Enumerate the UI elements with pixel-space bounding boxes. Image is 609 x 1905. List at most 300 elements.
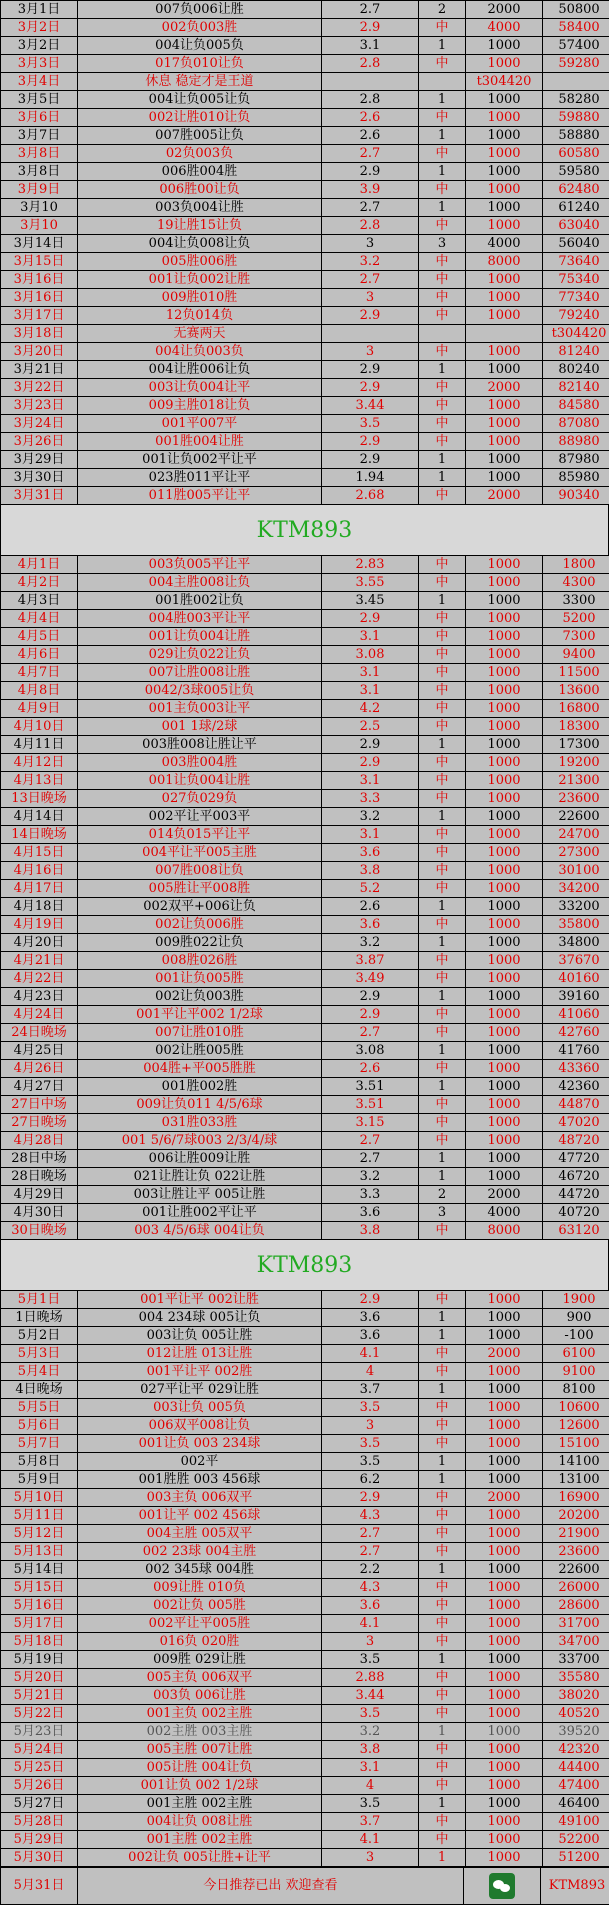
date-cell: 5月7日 (1, 1435, 78, 1453)
result-cell: 中 (419, 415, 466, 433)
stake-cell: 1000 (466, 808, 543, 826)
balance-cell: 22600 (543, 808, 609, 826)
result-cell: 中 (419, 862, 466, 880)
date-cell: 4月2日 (1, 574, 78, 592)
balance-cell: 87980 (543, 451, 609, 469)
odds-cell: 3.3 (322, 1186, 419, 1204)
stake-cell: 1000 (466, 1849, 543, 1867)
pick-cell: 003让负 005负 (78, 1399, 322, 1417)
pick-cell: 004主胜 005双平 (78, 1525, 322, 1543)
date-cell: 5月4日 (1, 1363, 78, 1381)
pick-cell: 012让胜 013让胜 (78, 1345, 322, 1363)
balance-cell: 58400 (543, 19, 609, 37)
odds-cell: 2.9 (322, 379, 419, 397)
pick-cell: 021让胜让负 022让胜 (78, 1168, 322, 1186)
stake-cell: 1000 (466, 1651, 543, 1669)
odds-cell: 3.6 (322, 1309, 419, 1327)
date-cell: 4月13日 (1, 772, 78, 790)
result-cell: 中 (419, 217, 466, 235)
result-cell: 中 (419, 952, 466, 970)
balance-cell: 6100 (543, 1345, 609, 1363)
odds-cell: 2.6 (322, 127, 419, 145)
balance-cell: 46400 (543, 1795, 609, 1813)
stake-cell: 1000 (466, 1327, 543, 1345)
pick-cell: 001让负004让胜 (78, 628, 322, 646)
odds-cell: 3.5 (322, 1435, 419, 1453)
section-header-may (0, 1240, 609, 1290)
pick-cell: 006让胜009让胜 (78, 1150, 322, 1168)
date-cell: 5月24日 (1, 1741, 78, 1759)
balance-cell: 1800 (543, 556, 609, 574)
stake-cell: 1000 (466, 1759, 543, 1777)
date-cell: 5月18日 (1, 1633, 78, 1651)
odds-cell: 3.51 (322, 1078, 419, 1096)
balance-cell: 21300 (543, 772, 609, 790)
stake-cell: 1000 (466, 145, 543, 163)
date-cell: 4月19日 (1, 916, 78, 934)
result-cell: 中 (419, 1813, 466, 1831)
pick-cell: 002让负003胜 (78, 988, 322, 1006)
stake-cell: 1000 (466, 754, 543, 772)
result-cell: 中 (419, 271, 466, 289)
table-row (1, 1795, 609, 1813)
stake-cell: 2000 (466, 487, 543, 505)
odds-cell: 2.9 (322, 610, 419, 628)
odds-cell: 3.08 (322, 646, 419, 664)
result-cell: 中 (419, 664, 466, 682)
table-row (1, 682, 609, 700)
stake-cell: 1000 (466, 1543, 543, 1561)
table-row (1, 1114, 609, 1132)
table-row (1, 181, 609, 199)
pick-cell: 001让负 002 1/2球 (78, 1777, 322, 1795)
pick-cell: 004平让平005主胜 (78, 844, 322, 862)
stake-cell: 4000 (466, 235, 543, 253)
pick-cell: 005胜006胜 (78, 253, 322, 271)
balance-cell: 40520 (543, 1705, 609, 1723)
date-cell: 4月17日 (1, 880, 78, 898)
pick-cell: 009胜 029让胜 (78, 1651, 322, 1669)
balance-cell: 35580 (543, 1669, 609, 1687)
stake-cell: 1000 (466, 1723, 543, 1741)
pick-cell: 006胜00让负 (78, 181, 322, 199)
table-row (1, 664, 609, 682)
odds-cell: 3.87 (322, 952, 419, 970)
result-cell: 中 (419, 1399, 466, 1417)
stake-cell: 1000 (466, 1579, 543, 1597)
result-cell: 1 (419, 808, 466, 826)
pick-cell: 001平让平 002让胜 (78, 1291, 322, 1309)
table-row (1, 325, 609, 343)
pick-cell: 002负003胜 (78, 19, 322, 37)
table-row (1, 271, 609, 289)
odds-cell: 3.7 (322, 1813, 419, 1831)
result-cell: 1 (419, 1453, 466, 1471)
balance-cell: 7300 (543, 628, 609, 646)
odds-cell: 2.9 (322, 163, 419, 181)
result-cell: 中 (419, 772, 466, 790)
odds-cell: 2.68 (322, 487, 419, 505)
date-cell: 5月3日 (1, 1345, 78, 1363)
balance-cell: 58880 (543, 127, 609, 145)
balance-cell: 37670 (543, 952, 609, 970)
stake-cell: 1000 (466, 1042, 543, 1060)
balance-cell: 87080 (543, 415, 609, 433)
balance-cell: 21900 (543, 1525, 609, 1543)
stake-cell: 1000 (466, 1813, 543, 1831)
date-cell: 1日晚场 (1, 1309, 78, 1327)
odds-cell: 3.44 (322, 1687, 419, 1705)
date-cell: 5月9日 (1, 1471, 78, 1489)
table-row (1, 1060, 609, 1078)
date-cell: 3月21日 (1, 361, 78, 379)
result-cell: 中 (419, 628, 466, 646)
result-cell: 3 (419, 1204, 466, 1222)
table-row (1, 970, 609, 988)
table-row (1, 736, 609, 754)
balance-cell: 50800 (543, 1, 609, 19)
stake-cell: 1000 (466, 1399, 543, 1417)
table-row (1, 127, 609, 145)
balance-cell: 13600 (543, 682, 609, 700)
pick-cell: 008胜026胜 (78, 952, 322, 970)
pick-cell: 007让胜010胜 (78, 1024, 322, 1042)
odds-cell: 3.5 (322, 415, 419, 433)
march-table (0, 0, 609, 505)
balance-cell: 1900 (543, 1291, 609, 1309)
table-row (1, 718, 609, 736)
result-cell: 中 (419, 253, 466, 271)
pick-cell: 001平让平002 1/2球 (78, 1006, 322, 1024)
footer-notice: 今日推荐已出 欢迎查看 (78, 1868, 464, 1905)
result-cell: 1 (419, 988, 466, 1006)
pick-cell: 009让胜 010负 (78, 1579, 322, 1597)
balance-cell: 40720 (543, 1204, 609, 1222)
table-row (1, 574, 609, 592)
result-cell: 1 (419, 1471, 466, 1489)
date-cell: 5月16日 (1, 1597, 78, 1615)
balance-cell: 44400 (543, 1759, 609, 1777)
date-cell: 4月9日 (1, 700, 78, 718)
date-cell: 5月27日 (1, 1795, 78, 1813)
date-cell: 3月17日 (1, 307, 78, 325)
stake-cell: 1000 (466, 1741, 543, 1759)
stake-cell: 1000 (466, 1633, 543, 1651)
pick-cell: 001主胜 002主胜 (78, 1831, 322, 1849)
pick-cell: 001主负003让平 (78, 700, 322, 718)
balance-cell: 40160 (543, 970, 609, 988)
pick-cell: 003让胜让平 005让胜 (78, 1186, 322, 1204)
date-cell: 3月2日 (1, 37, 78, 55)
stake-cell: 1000 (466, 1471, 543, 1489)
balance-cell: 63120 (543, 1222, 609, 1240)
odds-cell: 2.6 (322, 1060, 419, 1078)
odds-cell: 3.1 (322, 826, 419, 844)
balance-cell: 9400 (543, 646, 609, 664)
table-row (1, 772, 609, 790)
balance-cell: 59580 (543, 163, 609, 181)
stake-cell: 1000 (466, 1435, 543, 1453)
date-cell: 5月28日 (1, 1813, 78, 1831)
section-header-april (0, 505, 609, 555)
balance-cell: 82140 (543, 379, 609, 397)
pick-cell: 002 23球 004主胜 (78, 1543, 322, 1561)
balance-cell: 35800 (543, 916, 609, 934)
odds-cell: 2.9 (322, 1291, 419, 1309)
result-cell: 中 (419, 1777, 466, 1795)
pick-cell: 009主胜018让负 (78, 397, 322, 415)
date-cell: 4月23日 (1, 988, 78, 1006)
stake-cell: 1000 (466, 397, 543, 415)
pick-cell: 007胜008让负 (78, 862, 322, 880)
pick-cell: 休息 稳定才是王道 (78, 73, 322, 91)
pick-cell: 005让胜 004让负 (78, 1759, 322, 1777)
odds-cell: 4 (322, 1777, 419, 1795)
result-cell: 1 (419, 1042, 466, 1060)
odds-cell: 3.3 (322, 790, 419, 808)
date-cell: 4月25日 (1, 1042, 78, 1060)
result-cell: 中 (419, 1633, 466, 1651)
date-cell: 4月21日 (1, 952, 78, 970)
table-row (1, 415, 609, 433)
pick-cell: 007让胜008让胜 (78, 664, 322, 682)
balance-cell: 8100 (543, 1381, 609, 1399)
result-cell: 中 (419, 610, 466, 628)
date-cell: 5月26日 (1, 1777, 78, 1795)
pick-cell: 001胜002让负 (78, 592, 322, 610)
result-cell: 1 (419, 1795, 466, 1813)
result-cell: 中 (419, 1024, 466, 1042)
balance-cell: 23600 (543, 1543, 609, 1561)
result-cell: 1 (419, 37, 466, 55)
odds-cell: 3.8 (322, 862, 419, 880)
date-cell: 5月19日 (1, 1651, 78, 1669)
result-cell: 中 (419, 1705, 466, 1723)
stake-cell: 1000 (466, 574, 543, 592)
result-cell: 中 (419, 55, 466, 73)
table-row (1, 1597, 609, 1615)
stake-cell: 1000 (466, 1615, 543, 1633)
result-cell: 中 (419, 790, 466, 808)
stake-cell: 1000 (466, 1150, 543, 1168)
stake-cell: 1000 (466, 826, 543, 844)
table-row (1, 1327, 609, 1345)
result-cell: 中 (419, 1060, 466, 1078)
result-cell (419, 73, 466, 91)
result-cell: 中 (419, 1489, 466, 1507)
stake-cell: 1000 (466, 970, 543, 988)
result-cell: 中 (419, 556, 466, 574)
stake-cell: 1000 (466, 1777, 543, 1795)
odds-cell: 3.5 (322, 1795, 419, 1813)
odds-cell: 3.15 (322, 1114, 419, 1132)
stake-cell: 1000 (466, 718, 543, 736)
table-row (1, 1453, 609, 1471)
stake-cell: 1000 (466, 109, 543, 127)
odds-cell: 2.7 (322, 1543, 419, 1561)
odds-cell: 3.1 (322, 682, 419, 700)
date-cell: 4月18日 (1, 898, 78, 916)
odds-cell: 3.55 (322, 574, 419, 592)
table-row (1, 1186, 609, 1204)
pick-cell: 004让负005负 (78, 37, 322, 55)
date-cell: 5月15日 (1, 1579, 78, 1597)
balance-cell: 88980 (543, 433, 609, 451)
stake-cell: 1000 (466, 700, 543, 718)
odds-cell: 3.5 (322, 1399, 419, 1417)
balance-cell: 15100 (543, 1435, 609, 1453)
date-cell: 3月8日 (1, 163, 78, 181)
balance-cell: t304420 (543, 325, 609, 343)
pick-cell: 无赛两天 (78, 325, 322, 343)
balance-cell (543, 73, 609, 91)
balance-cell: 24700 (543, 826, 609, 844)
table-row (1, 1078, 609, 1096)
stake-cell: 1000 (466, 1363, 543, 1381)
wechat-button[interactable] (464, 1868, 541, 1905)
table-row (1, 898, 609, 916)
odds-cell: 4 (322, 1363, 419, 1381)
table-row (1, 1543, 609, 1561)
stake-cell: t304420 (466, 73, 543, 91)
result-cell (419, 325, 466, 343)
date-cell: 5月12日 (1, 1525, 78, 1543)
stake-cell: 1000 (466, 289, 543, 307)
pick-cell: 002让负 005让胜+让平 (78, 1849, 322, 1867)
stake-cell: 1000 (466, 1024, 543, 1042)
balance-cell: 56040 (543, 235, 609, 253)
stake-cell: 1000 (466, 1669, 543, 1687)
stake-cell: 1000 (466, 469, 543, 487)
result-cell: 1 (419, 736, 466, 754)
balance-cell: 13100 (543, 1471, 609, 1489)
table-row (1, 1831, 609, 1849)
balance-cell: 43360 (543, 1060, 609, 1078)
odds-cell: 2.2 (322, 1561, 419, 1579)
pick-cell: 002 345球 004胜 (78, 1561, 322, 1579)
odds-cell: 2.7 (322, 145, 419, 163)
result-cell: 中 (419, 574, 466, 592)
date-cell: 4月12日 (1, 754, 78, 772)
date-cell: 24日晚场 (1, 1024, 78, 1042)
stake-cell: 1000 (466, 898, 543, 916)
pick-cell: 001平007平 (78, 415, 322, 433)
table-row (1, 91, 609, 109)
date-cell: 5月6日 (1, 1417, 78, 1435)
balance-cell: 47720 (543, 1150, 609, 1168)
balance-cell: 39160 (543, 988, 609, 1006)
table-row (1, 1579, 609, 1597)
balance-cell: 14100 (543, 1453, 609, 1471)
odds-cell: 3 (322, 1417, 419, 1435)
date-cell: 5月29日 (1, 1831, 78, 1849)
result-cell: 中 (419, 1291, 466, 1309)
date-cell: 4月1日 (1, 556, 78, 574)
date-cell: 3月3日 (1, 55, 78, 73)
table-row (1, 289, 609, 307)
table-row (1, 433, 609, 451)
result-cell: 中 (419, 718, 466, 736)
balance-cell: 12600 (543, 1417, 609, 1435)
date-cell: 3月26日 (1, 433, 78, 451)
pick-cell: 002平 (78, 1453, 322, 1471)
balance-cell: 58280 (543, 91, 609, 109)
table-row (1, 1417, 609, 1435)
balance-cell: 59880 (543, 109, 609, 127)
date-cell: 3月8日 (1, 145, 78, 163)
pick-cell: 002平让平005胜 (78, 1615, 322, 1633)
date-cell: 5月5日 (1, 1399, 78, 1417)
result-cell: 1 (419, 1381, 466, 1399)
odds-cell: 2.88 (322, 1669, 419, 1687)
result-cell: 中 (419, 181, 466, 199)
odds-cell: 3.44 (322, 397, 419, 415)
section-title: KTM893 (257, 518, 353, 543)
date-cell: 3月20日 (1, 343, 78, 361)
balance-cell: 30100 (543, 862, 609, 880)
odds-cell: 1.94 (322, 469, 419, 487)
balance-cell: 81240 (543, 343, 609, 361)
table-row (1, 988, 609, 1006)
pick-cell: 004让负003负 (78, 343, 322, 361)
odds-cell: 6.2 (322, 1471, 419, 1489)
balance-cell: 52200 (543, 1831, 609, 1849)
table-row (1, 628, 609, 646)
date-cell: 3月29日 (1, 451, 78, 469)
date-cell: 3月10 (1, 199, 78, 217)
date-cell: 3月7日 (1, 127, 78, 145)
date-cell: 3月14日 (1, 235, 78, 253)
date-cell: 4月3日 (1, 592, 78, 610)
date-cell: 3月2日 (1, 19, 78, 37)
table-row (1, 1006, 609, 1024)
odds-cell: 3.2 (322, 1168, 419, 1186)
result-cell: 中 (419, 1543, 466, 1561)
pick-cell: 002主胜 003主胜 (78, 1723, 322, 1741)
stake-cell: 1000 (466, 1453, 543, 1471)
pick-cell: 027负029负 (78, 790, 322, 808)
result-cell: 1 (419, 1327, 466, 1345)
result-cell: 中 (419, 826, 466, 844)
result-cell: 中 (419, 433, 466, 451)
odds-cell: 3.5 (322, 1705, 419, 1723)
result-cell: 1 (419, 592, 466, 610)
table-row (1, 1507, 609, 1525)
stake-cell: 1000 (466, 1417, 543, 1435)
date-cell: 5月17日 (1, 1615, 78, 1633)
odds-cell: 2.83 (322, 556, 419, 574)
pick-cell: 009胜022让负 (78, 934, 322, 952)
balance-cell: 9100 (543, 1363, 609, 1381)
table-row (1, 1168, 609, 1186)
date-cell: 4月29日 (1, 1186, 78, 1204)
table-row (1, 592, 609, 610)
date-cell: 3月5日 (1, 91, 78, 109)
pick-cell: 004胜003平让平 (78, 610, 322, 628)
table-row (1, 37, 609, 55)
balance-cell: 38020 (543, 1687, 609, 1705)
stake-cell: 1000 (466, 55, 543, 73)
date-cell: 5月13日 (1, 1543, 78, 1561)
stake-cell: 1000 (466, 682, 543, 700)
table-row (1, 487, 609, 505)
odds-cell: 2.9 (322, 307, 419, 325)
date-cell: 3月18日 (1, 325, 78, 343)
pick-cell: 001让负 003 234球 (78, 1435, 322, 1453)
balance-cell: 42320 (543, 1741, 609, 1759)
result-cell: 中 (419, 970, 466, 988)
date-cell: 5月22日 (1, 1705, 78, 1723)
